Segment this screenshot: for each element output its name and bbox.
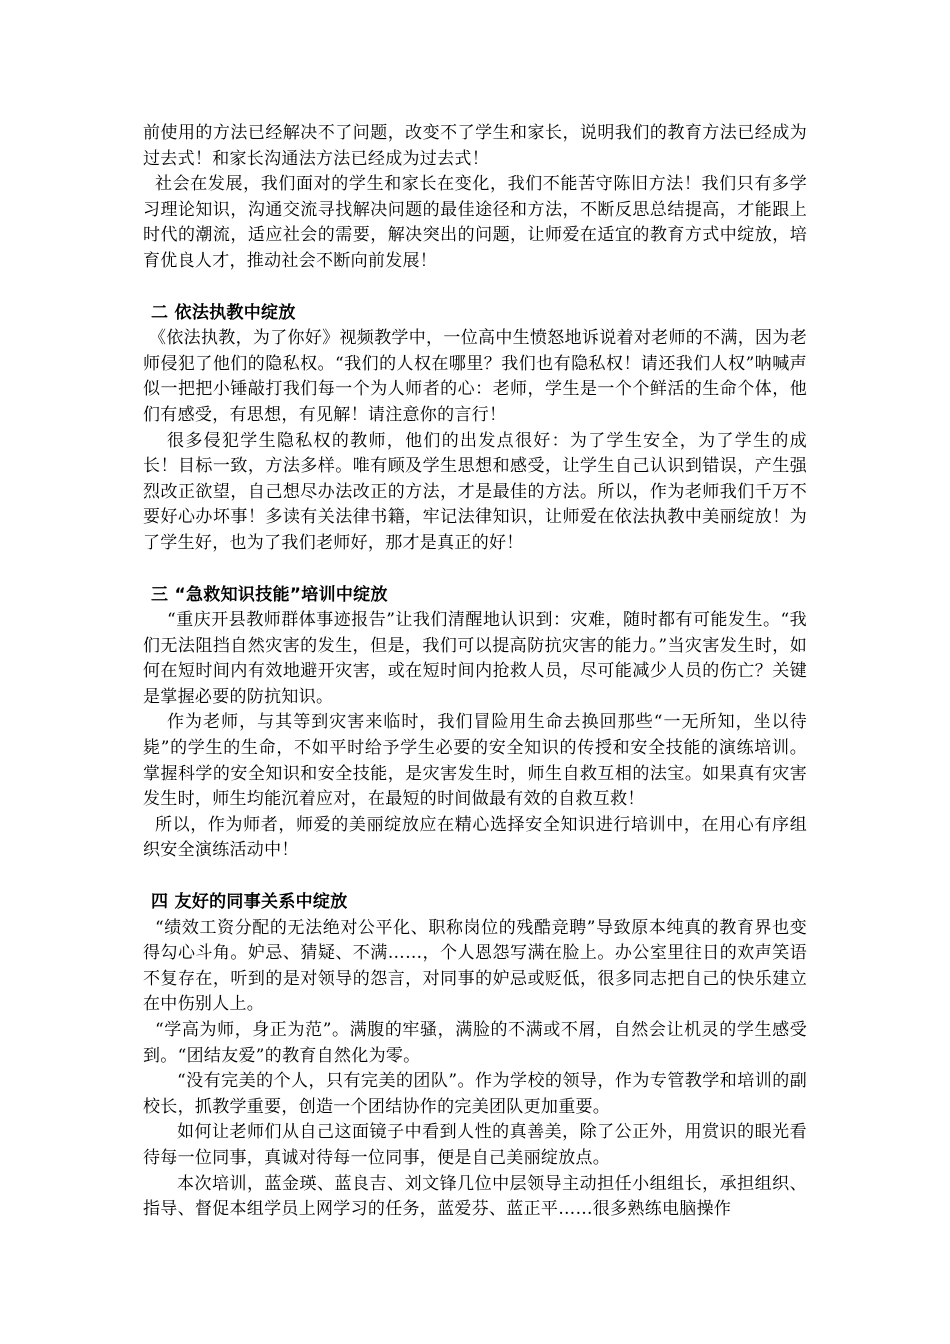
paragraph-2: 社会在发展，我们面对的学生和家长在变化，我们不能苦守陈旧方法！我们只有多学习理论知识，沟通交流寻找解决问题的最佳途径和方法，不断反思总结提高，才能跟上时代的潮流，适应社会的需要，解决突出的问题，让师爱在适宜的教育方式中绽放，培育优良人才，推动社会不断向前发展！ (143, 174, 807, 271)
section-heading-2: 二 依法执教中绽放 (151, 302, 296, 323)
paragraph-12: 本次培训，蓝金瑛、蓝良吉、刘文锋几位中层领导主动担任小组组长，承担组织、指导、督促本组学员上网学习的任务，蓝爱芬、蓝正平……很多熟练电脑操作 (143, 1173, 807, 1220)
paragraph-1: 前使用的方法已经解决不了问题，改变不了学生和家长，说明我们的教育方法已经成为过去式！和家长沟通法方法已经成为过去式！ (143, 123, 807, 169)
document-page (143, 121, 807, 1223)
section-heading-3: 三 “急救知识技能”培训中绽放 (151, 584, 388, 605)
paragraph-6: 作为老师，与其等到灾害来临时，我们冒险用生命去换回那些“一无所知，坐以待毙”的学生的生命，不如平时给予学生必要的安全知识的传授和安全技能的演练培训。掌握科学的安全知识和安全技能，是灾害发生时，师生自救互相的法宝。如果真有灾害发生时，师生均能沉着应对，在最短的时间做最有效的自救互救！ (143, 712, 807, 810)
paragraph-3: 《依法执教，为了你好》视频教学中，一位高中生愤怒地诉说着对老师的不满，因为老师侵犯了他们的隐私权。“我们的人权在哪里？我们也有隐私权！请还我们人权”呐喊声似一把把小锤敲打我们每一个为人师者的心：老师，学生是一个个鲜活的生命个体，他们有感受，有思想，有见解！请注意你的言行！ (143, 328, 807, 425)
paragraph-5: “重庆开县教师群体事迹报告”让我们清醒地认识到：灾难，随时都有可能发生。“我们无法阻挡自然灾害的发生，但是，我们可以提高防抗灾害的能力。”当灾害发生时，如何在短时间内有效地避开灾害，或在短时间内抢救人员，尽可能减少人员的伤亡？关键是掌握必要的防抗知识。 (143, 610, 807, 707)
spacer (143, 275, 807, 301)
paragraph-7: 所以，作为师者，师爱的美丽绽放应在精心选择安全知识进行培训中，在用心有序组织安全演练活动中！ (143, 814, 807, 861)
paragraph-9: “学高为师，身正为范”。满腹的牢骚，满脸的不满或不屑，自然会让机灵的学生感受到。“团结友爱”的教育自然化为零。 (143, 1020, 807, 1066)
section-heading-4: 四 友好的同事关系中绽放 (151, 892, 348, 913)
spacer (143, 557, 807, 583)
paragraph-8: “绩效工资分配的无法绝对公平化、职称岗位的残酷竞聘”导致原本纯真的教育界也变得勾心斗角。妒忌、猜疑、不满……，个人恩怨写满在脸上。办公室里往日的欢声笑语不复存在，听到的是对领导的怨言，对同事的妒忌或贬低，很多同志把自己的快乐建立在中伤别人上。 (143, 917, 807, 1015)
paragraph-10: “没有完美的个人，只有完美的团队”。作为学校的领导，作为专管教学和培训的副校长，抓教学重要，创造一个团结协作的完美团队更加重要。 (143, 1071, 807, 1117)
paragraph-11: 如何让老师们从自己这面镜子中看到人性的真善美，除了公正外，用赏识的眼光看待每一位同事，真诚对待每一位同事，便是自己美丽绽放点。 (143, 1122, 807, 1168)
spacer (143, 864, 807, 890)
paragraph-4: 很多侵犯学生隐私权的教师，他们的出发点很好：为了学生安全，为了学生的成长！目标一致，方法多样。唯有顾及学生思想和感受，让学生自己认识到错误，产生强烈改正欲望，自己想尽办法改正的方法，才是最佳的方法。所以，作为老师我们千万不要好心办坏事！多读有关法律书籍，牢记法律知识，让师爱在依法执教中美丽绽放！为了学生好，也为了我们老师好，那才是真正的好！ (143, 430, 807, 553)
